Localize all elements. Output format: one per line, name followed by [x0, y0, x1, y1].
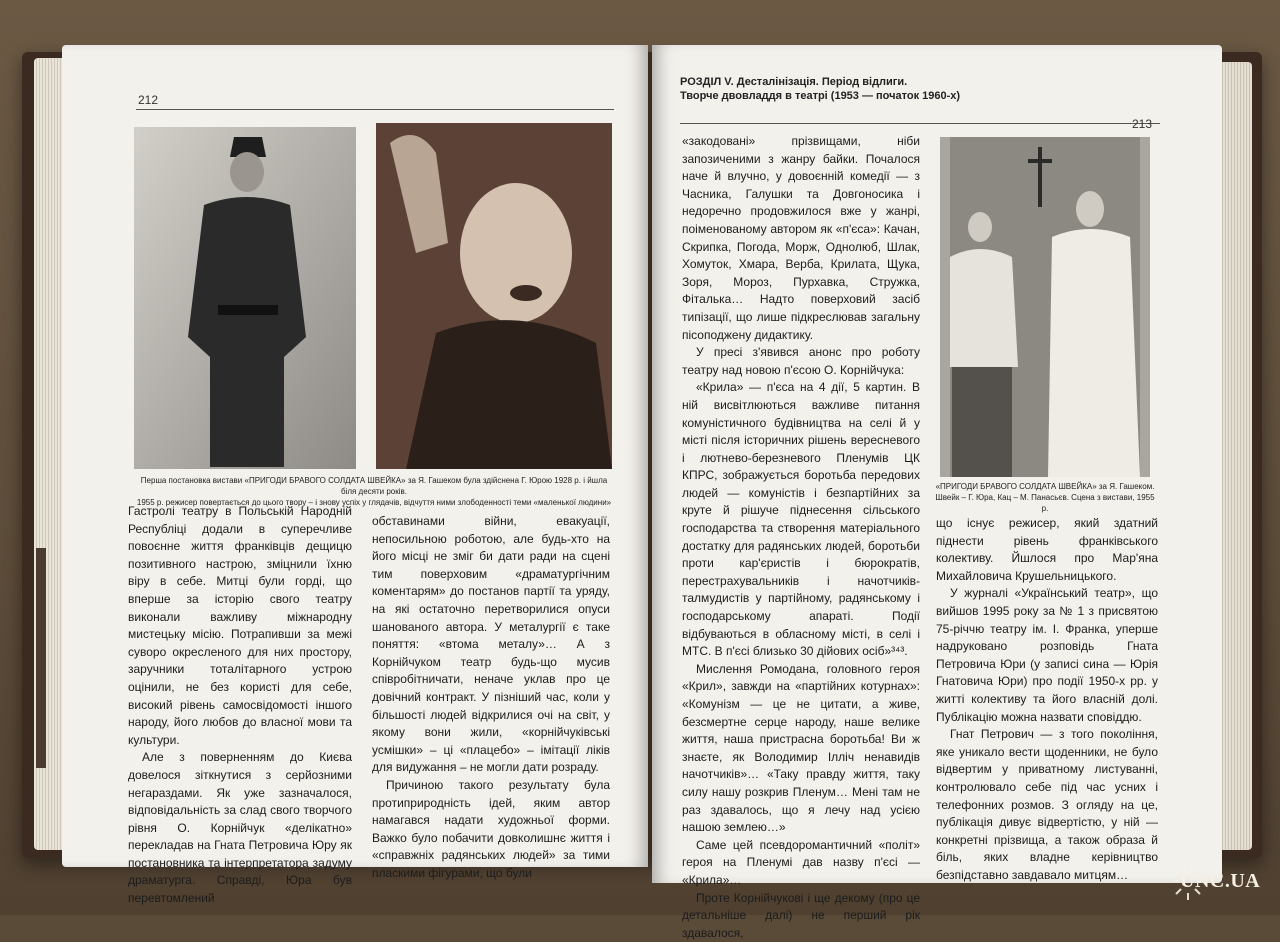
text-column-left-2: [372, 513, 610, 882]
chapter-header: [680, 75, 960, 103]
bookmark-strip: [36, 548, 46, 768]
caption-left-line2: 1955 р. режисер повертається до цього твору – і знову успіх у глядачів, відчуття ними злободенності теми «маленької людини»: [136, 498, 612, 507]
page-number-left: 212: [138, 93, 159, 107]
paragraph: Саме цей псевдоромантичний «політ» героя на Пленумі дав назву п'єсі — «Крила»…: [682, 837, 920, 887]
paragraph: що існує режисер, який здатний піднести рівень франківського колективу. Йшлося про Мар'яна Михайловича Крушельницького.: [936, 516, 1158, 583]
left-page: [62, 45, 648, 906]
paragraph: Гастролі театру в Польській Народній Республіці додали в суперечливе повоєнне життя франківців дещицю позитивного настрою, зміцнили їхню віру в себе. Митці були горді, що вперше за історію свого театру виконали важливу міжнародну мистецьку місію. Потрапивши за межі суворо окресленого для них простору, заручники тоталітарного устрою оцінили, не без користі для себе, високий рівень самосвідомості іншого народу, його любов до власної мови та культури.: [128, 504, 352, 747]
text-column-right-1: [682, 133, 920, 942]
caption-right-line2: Швейк – Г. Юра, Кац – М. Панасьєв. Сцена з вистави, 1955 р.: [935, 493, 1155, 513]
paragraph: У пресі з'явився анонс про роботу театру над новою п'єсою О. Корнійчука:: [682, 345, 920, 377]
paragraph: «закодовані» прізвищами, ніби запозиченими з жанру байки. Почалося наче й влучно, у довоєнній комедії — з Часника, Галушки та Довгоносика і недоречно продовжилося вже у жанрі, поіменованому автором як «п'єса»: Качан, Скрипка, Погода, Морж, Однолюб, Шлак, Хомуток, Хмара, Верба, Крилата, Щука, Зоря, Мороз, Пурхавка, Стружка, Фіталька… Надто поверховий засіб типізації, що лише підкреслював загальну пісоподжену дидактику.: [682, 134, 920, 342]
text-column-right-2: [936, 515, 1158, 884]
chapter-header-line2: Творче двовладдя в театрі (1953 — початок 1960-х): [680, 90, 961, 102]
paragraph: Мислення Ромодана, головного героя «Крил», завжди на «партійних котурнах»: «Комунізм — це не цитати, а живе, безсмертне серце народу, наше велике життя, наша пристрасна боротьба! Ви ж знаєте, як Володимир Ілліч ненавидів начотчиків»… «Таку правду життя, таку силу нашу розкрив Пленум… Мені там не раз здавалось, що я лечу над усією нашою землею…»: [682, 661, 920, 835]
paragraph: обставинами війни, евакуації, непосильною роботою, але будь-хто на його місці не зміг би дати ради на сцені тим поверховим «драматургічним коментарям» до постанов партії та уряду, на які остаточно перетворилися опуси шанованого автора. У металургії є таке поняття: «втома металу»… А з Корнійчуком театр будь-що мусив співробітничати, неначе уклав про це довічний контракт. У пізніший час, коли у більшості людей відкрилися очі на світ, у якому вони жили, «корнійчуківські усмішки» – ці «плацебо» – імітації ліків для видужання – не могли дати розраду.: [372, 514, 610, 775]
chapter-header-line1: РОЗДІЛ V. Десталінізація. Період відлиги.: [680, 76, 908, 88]
paragraph: Але з поверненням до Києва довелося зіткнутися з серйозними негараздами. Як уже зазначалося, відповідальність за слад свого творчого рівня О. Корнійчук «делікатно» перекладав на Гната Петровича Юру як постановника та інтерпретатора задуму драматурга. Справді, Юра був перевтомлений: [128, 750, 352, 906]
paragraph: У журналі «Український театр», що вийшов 1995 року за № 1 з присвятою 75-річчю театру ім. І. Франка, уперше надруковано розповідь Гната Петровича Юри (у записі сина — Юрія Гнатовича Юри) про події 1950-х рр. у житті колективу та його власній долі. Публікацію можна назвати сповіддю.: [936, 586, 1158, 724]
header-rule-right: [680, 123, 1160, 124]
caption-right-line1: «ПРИГОДИ БРАВОГО СОЛДАТА ШВЕЙКА» за Я. Гашеком.: [935, 482, 1155, 491]
photo-soldier-standing: [134, 127, 356, 469]
text-column-left-1: [128, 503, 352, 908]
photo-stage-scene: [940, 137, 1150, 477]
photo-closeup-face: [376, 123, 612, 469]
unc-watermark-text: UNC.UA: [1180, 870, 1261, 892]
photo-caption-right: [934, 481, 1156, 514]
header-rule-left: [136, 109, 614, 110]
paragraph: Гнат Петрович — з того покоління, яке уникало вести щоденники, не було відвертим у приватному листуванні, контролювало себе під час усних і телефонних розмов. З огляду на це, публікація дивує відвертістю, у ній — конкретні прізвища, а також образа й біль, яких владне керівництво безпідставно завдавало митцям…: [936, 727, 1158, 882]
paragraph: «Крила» — п'єса на 4 дії, 5 картин. В ній висвітлюються важливе питання комуністичного будівництва на селі й у місті після історичних рішень вересневого і лютнево-березневого Пленумів ЦК КПРС, зображується боротьба передових людей — комуністів і безпартійних за круте й рішуче піднесення сільського господарства та створення матеріального достатку для радянських людей, боротьби проти кар'єристів і бюрократів, перестрахувальників і начотчиків-талмудистів у партійному, радянському і господарському апараті. Події відбуваються в обласному місті, в селі і МТС. В п'єсі близько 30 дійових осіб»³⁴³.: [682, 380, 920, 659]
caption-left-line1: Перша постановка вистави «ПРИГОДИ БРАВОГО СОЛДАТА ШВЕЙКА» за Я. Гашеком була здійснена Г. Юрою 1928 р. і йшла біля десяти років.: [140, 476, 608, 496]
page-number-right: 213: [1132, 117, 1153, 131]
paragraph: Причиною такого результату була протиприродність ідей, яким автор намагався надати художньої форми. Важко було побачити довколишнє життя і «справжніх радянських людей» за тими пласкими фігурами, що були: [372, 777, 610, 880]
paragraph: Проте Корнійчукові і ще декому (про це детальніше далі) не перший рік здавалося,: [682, 890, 920, 940]
